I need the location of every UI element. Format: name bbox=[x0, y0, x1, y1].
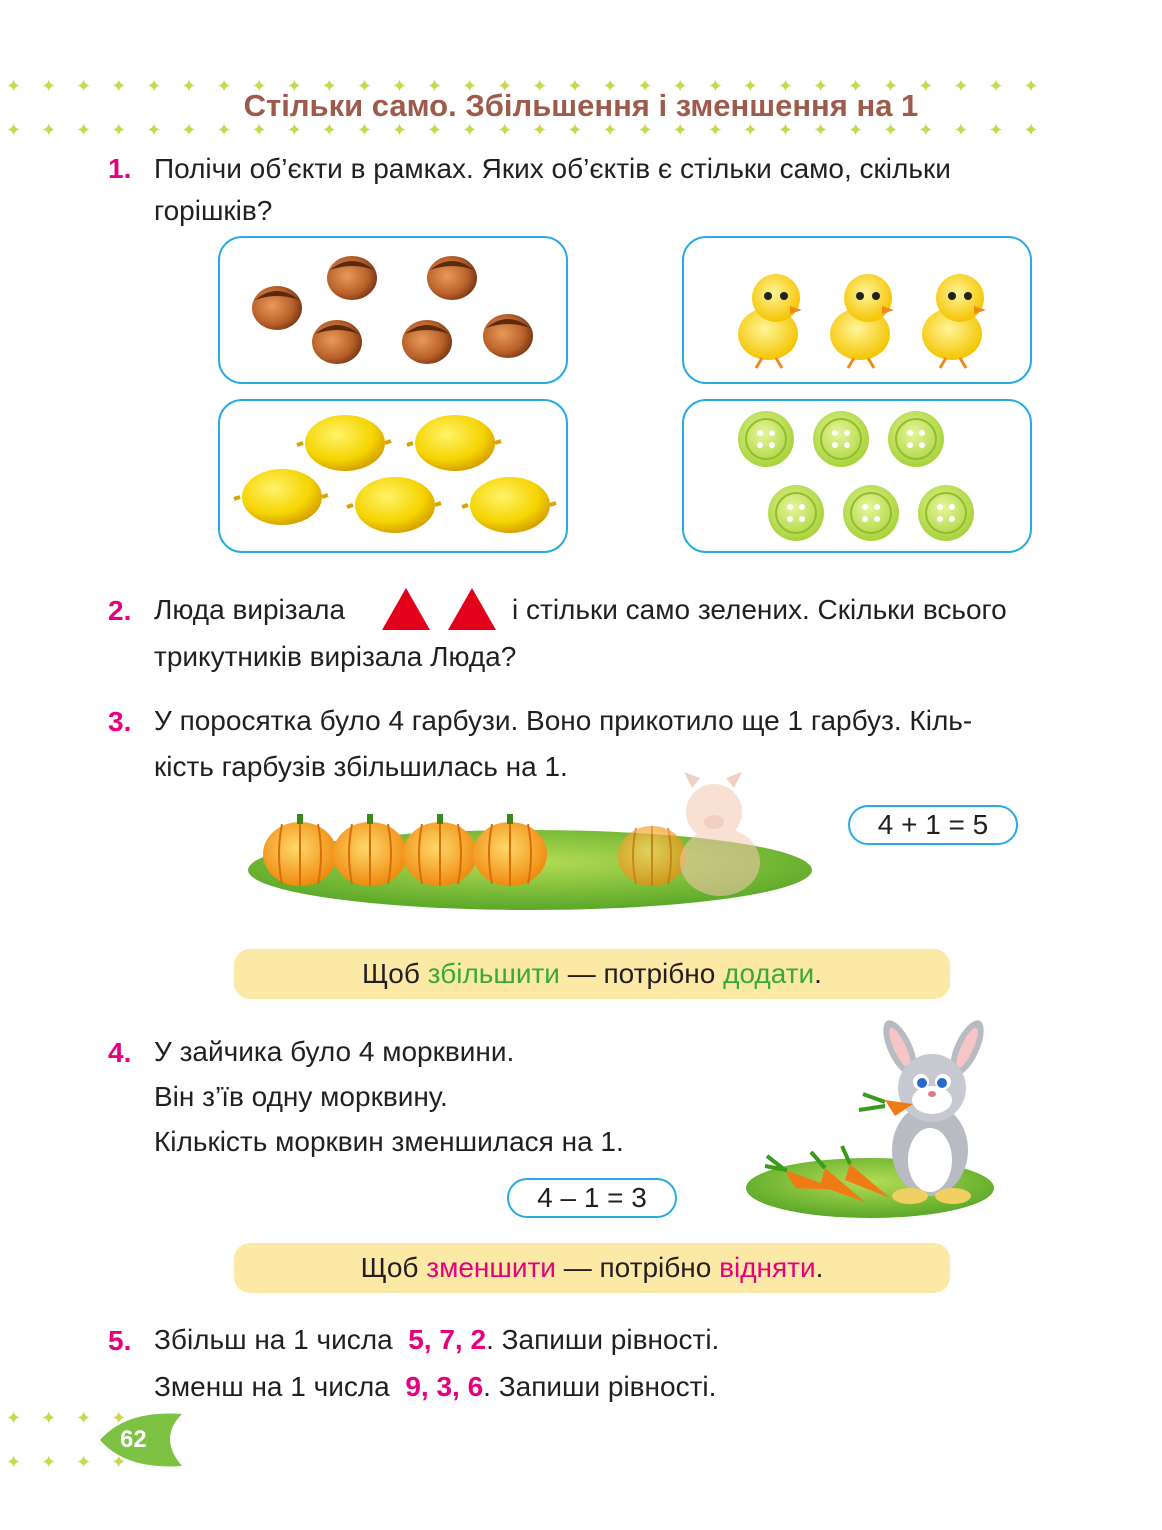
red-triangle-icon bbox=[448, 588, 496, 630]
lemon-icon bbox=[234, 469, 328, 525]
equation-subtract: 4 – 1 = 3 bbox=[507, 1178, 677, 1218]
pumpkin-icon bbox=[263, 814, 337, 886]
page-number: 62 bbox=[120, 1426, 147, 1453]
pumpkin-icon bbox=[618, 826, 686, 886]
rule-sub-c: — потрібно bbox=[555, 1252, 720, 1283]
button-icon bbox=[888, 411, 944, 467]
equation-add: 4 + 1 = 5 bbox=[848, 805, 1018, 845]
frame-hazelnuts bbox=[218, 236, 568, 384]
frame-lemons bbox=[218, 399, 568, 553]
task-5-line-1-text: Збільш на 1 числа bbox=[154, 1324, 393, 1355]
task-1-number: 1. bbox=[108, 153, 132, 184]
star-row-top: ✦ ✦ ✦ ✦ ✦ ✦ ✦ ✦ ✦ ✦ ✦ ✦ ✦ ✦ ✦ ✦ ✦ ✦ ✦ ✦ ✦ ✦ ✦ ✦ ✦ ✦ ✦ ✦ ✦ ✦ bbox=[6, 76, 1039, 96]
button-icon bbox=[768, 485, 824, 541]
red-triangles bbox=[380, 586, 500, 634]
rule-add-a: Щоб bbox=[362, 958, 428, 989]
task-3-line-2: кість гарбузів збільшилась на 1. bbox=[154, 751, 568, 782]
task-4-line-2: Він з’їв одну морквину. bbox=[154, 1081, 448, 1112]
task-1-line-2: горішків? bbox=[154, 195, 273, 226]
rule-sub-word-decrease: зменшити bbox=[426, 1252, 556, 1283]
frame-buttons bbox=[682, 399, 1032, 553]
task-2-line-1b: і стільки само зелених. Скільки всього bbox=[512, 594, 1007, 625]
star-cluster-bottom-2: ✦ ✦ ✦ ✦ bbox=[6, 1452, 127, 1472]
chick-icon bbox=[830, 274, 894, 368]
button-group bbox=[684, 401, 1030, 551]
pumpkin-icon bbox=[473, 814, 547, 886]
task-4-line-1: У зайчика було 4 морквини. bbox=[154, 1036, 515, 1067]
pumpkin-icon bbox=[333, 814, 407, 886]
task-2-line-1a: Люда вирізала bbox=[154, 594, 346, 625]
pig-icon bbox=[680, 772, 760, 896]
hazelnut-icon bbox=[402, 320, 452, 364]
lemon-icon bbox=[297, 415, 391, 471]
red-triangle-icon bbox=[382, 588, 430, 630]
task-1-line-1: Полічи об’єкти в рамках. Яких об’єктів є стільки само, скільки bbox=[154, 153, 951, 184]
hazelnut-icon bbox=[327, 256, 377, 300]
lemon-icon bbox=[347, 477, 441, 533]
task-5-numbers-increase: 5, 7, 2 bbox=[408, 1324, 487, 1355]
pumpkin-icon bbox=[403, 814, 477, 886]
hazelnut-icon bbox=[427, 256, 477, 300]
task-4-line-3: Кількість морквин зменшилася на 1. bbox=[154, 1126, 624, 1157]
task-5-line-1-tail: . Запиши рівності. bbox=[486, 1324, 720, 1355]
pumpkin-scene bbox=[240, 752, 830, 922]
task-2-line-2: трикутників вирізала Люда? bbox=[154, 641, 517, 672]
rule-add-e: . bbox=[814, 958, 822, 989]
rule-add-c: — потрібно bbox=[559, 958, 724, 989]
task-5-line-2 bbox=[154, 1366, 716, 1408]
task-3-line-1: У поросятка було 4 гарбузи. Воно прикотило ще 1 гарбуз. Кіль- bbox=[154, 705, 973, 736]
rule-sub-a: Щоб bbox=[360, 1252, 427, 1283]
task-4-number: 4. bbox=[108, 1037, 132, 1068]
button-icon bbox=[738, 411, 794, 467]
task-5-line-2-tail: . Запиши рівності. bbox=[483, 1371, 717, 1402]
lemon-icon bbox=[407, 415, 501, 471]
hazelnut-group bbox=[220, 238, 566, 382]
rule-add-word-increase: збільшити bbox=[427, 958, 560, 989]
star-cluster-bottom-1: ✦ ✦ ✦ ✦ bbox=[6, 1408, 127, 1428]
rule-sub-box bbox=[234, 1243, 950, 1293]
chick-group bbox=[684, 238, 1030, 382]
rule-sub-e: . bbox=[815, 1252, 824, 1283]
rule-sub-word-subtract: відняти bbox=[719, 1252, 816, 1283]
lemon-group bbox=[220, 401, 566, 551]
button-icon bbox=[918, 485, 974, 541]
page-title: Стільки само. Збільшення і зменшення на 1 bbox=[243, 88, 919, 123]
task-5-numbers-decrease: 9, 3, 6 bbox=[405, 1371, 484, 1402]
task-5-line-2-text: Зменш на 1 числа bbox=[154, 1371, 390, 1402]
lemon-icon bbox=[462, 477, 556, 533]
hazelnut-icon bbox=[483, 314, 533, 358]
rabbit-scene bbox=[745, 1020, 1000, 1220]
rule-add-box bbox=[234, 949, 950, 999]
chick-icon bbox=[922, 274, 986, 368]
star-row-bottom: ✦ ✦ ✦ ✦ ✦ ✦ ✦ ✦ ✦ ✦ ✦ ✦ ✦ ✦ ✦ ✦ ✦ ✦ ✦ ✦ ✦ ✦ ✦ ✦ ✦ ✦ ✦ ✦ ✦ ✦ bbox=[6, 120, 1039, 140]
chick-icon bbox=[738, 274, 802, 368]
frame-chicks bbox=[682, 236, 1032, 384]
task-2-number: 2. bbox=[108, 595, 132, 626]
button-icon bbox=[843, 485, 899, 541]
task-5-line-1 bbox=[154, 1319, 719, 1361]
hazelnut-icon bbox=[312, 320, 362, 364]
button-icon bbox=[813, 411, 869, 467]
page-number-badge bbox=[96, 1408, 186, 1472]
task-5-number: 5. bbox=[108, 1325, 132, 1356]
hazelnut-icon bbox=[252, 286, 302, 330]
rule-add-word-add: додати bbox=[723, 958, 815, 989]
task-3-number: 3. bbox=[108, 706, 132, 737]
